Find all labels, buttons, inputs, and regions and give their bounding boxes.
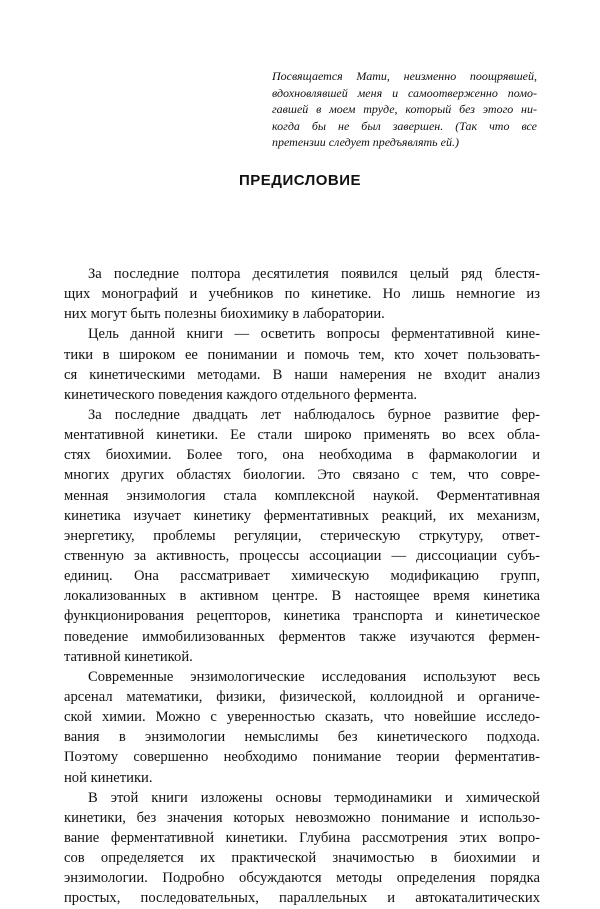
text-line: За последние двадцать лет наблюдалось бурное развитие фер-	[88, 406, 540, 423]
text-line: функционирования рецепторов, кинетика транспорта и кинетическое	[64, 608, 540, 625]
text-line: единиц. Она рассматривает химическую модификацию групп,	[64, 568, 540, 585]
dedication-line: когда бы не был завершен. (Так что все	[272, 118, 537, 133]
text-line: ной кинетики.	[64, 769, 153, 786]
text-line: энергетику, проблемы регуляции, стерическую стркутуру, ответ-	[64, 527, 540, 544]
text-line: локализованных в активном центре. В настоящее время кинетика	[64, 588, 540, 605]
text-line: ментативной кинетики. Ее стали широко применять во всех обла-	[64, 427, 540, 444]
text-line: простых, последовательных, параллельных и автокаталитических	[64, 890, 540, 907]
text-line: За последние полтора десятилетия появился целый ряд блестя-	[88, 266, 540, 282]
text-line: ской химии. Можно с уверенностью сказать, что новейшие исследо-	[64, 709, 540, 726]
dedication-line: претензии следует предъявлять ей.)	[272, 135, 459, 150]
text-line: Современные энзимологические исследования используют весь	[88, 668, 540, 685]
text-line: кинетики, без значения которых невозможно понимание и использо-	[64, 809, 540, 826]
text-line: ся кинетическими методами. В наши намерения не входит анализ	[64, 366, 540, 383]
text-line: тики в широком ее понимании и помочь тем, кто хочет пользовать-	[64, 346, 540, 363]
text-line: сов определяется их практической значимостью в биохимии и	[64, 850, 540, 867]
text-line: Поэтому совершенно необходимо понимание теории ферментатив-	[64, 749, 540, 766]
text-line: щих монографий и учебников по кинетике. Но лишь немногие из	[64, 286, 540, 303]
text-line: стях биохимии. Более того, она необходима в фармакологии и	[64, 447, 540, 464]
text-line: многих других областях биологии. Это связано с тем, что совре-	[64, 467, 540, 484]
text-line: кинетического поведения каждого отдельного фермента.	[64, 386, 418, 403]
dedication	[272, 68, 537, 151]
page-title: ПРЕДИСЛОВИЕ	[238, 172, 362, 189]
text-line: поведение иммобилизованных ферментов также изучаются фермен-	[64, 628, 540, 645]
body-text	[64, 264, 540, 909]
dedication-line: гавшей в моем труде, который без этого ни-	[272, 102, 537, 117]
text-line: вание ферментативной кинетики. Глубина рассмотрения этих вопро-	[64, 829, 540, 846]
text-line: ственную за активность, процессы ассоциации — диссоциации субъ-	[64, 547, 540, 564]
dedication-line: Посвящается Мати, неизменно поощрявшей,	[272, 69, 537, 83]
text-line: В этой книги изложены основы термодинамики и химической	[88, 789, 540, 806]
text-line: них могут быть полезны биохимику в лаборатории.	[64, 306, 385, 323]
text-line: менная энзимология стала комплексной наукой. Ферментативная	[64, 487, 540, 504]
text-line: тативной кинетикой.	[64, 648, 193, 665]
text-line: вания в энзимологии немыслимы без кинетического подхода.	[64, 729, 540, 746]
text-line: арсенал математики, физики, физической, коллоидной и органиче-	[64, 688, 540, 705]
text-line: энзимологии. Подробно обсуждаются методы определения порядка	[64, 870, 540, 887]
text-line: кинетика изучает кинетику ферментативных реакций, их механизм,	[64, 507, 540, 524]
dedication-line: вдохновлявшей меня и самоотверженно помо-	[272, 85, 537, 100]
text-line: Цель данной книги — осветить вопросы ферментативной кине-	[88, 326, 540, 343]
